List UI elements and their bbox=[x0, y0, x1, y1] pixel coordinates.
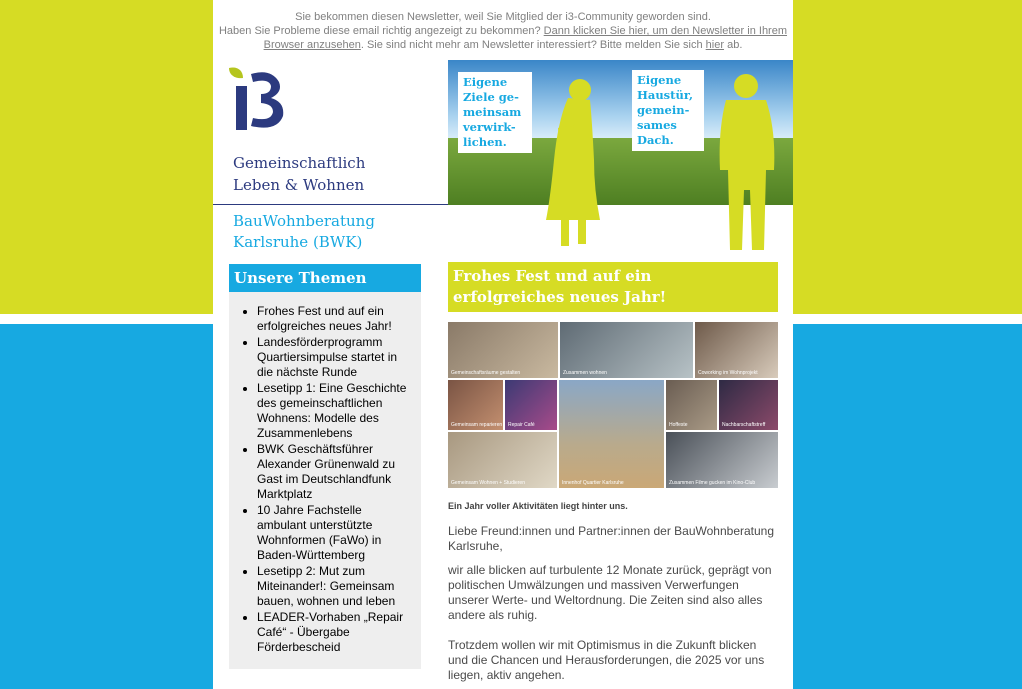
hero-banner bbox=[448, 60, 793, 250]
brand-subtitle: BauWohnberatung Karlsruhe (BWK) bbox=[233, 212, 375, 251]
article-heading: Frohes Fest und auf ein erfolgreiches neues Jahr! bbox=[448, 262, 778, 312]
brand-divider bbox=[213, 204, 448, 205]
theme-item[interactable]: • 10 Jahre Fachstelle ambulant unterstützte Wohnformen (FaWo) in Baden-Württemberg bbox=[257, 503, 411, 563]
man-silhouette bbox=[720, 74, 775, 250]
hero-bubble-right: Eigene Haustür, gemein- sames Dach. bbox=[632, 70, 704, 151]
theme-item[interactable]: • Landesförderprogramm Quartiersimpulse startet in die nächste Runde bbox=[257, 335, 411, 380]
i3-logo-icon[interactable] bbox=[227, 64, 289, 132]
paragraph-2: Trotzdem wollen wir mit Optimismus in die Zukunft blicken und die Chancen und Herausforderungen, die 2025 vor uns liegen, aktiv angehen. bbox=[448, 638, 765, 682]
newsletter-sheet bbox=[213, 0, 793, 689]
unsubscribe-link[interactable]: hier bbox=[705, 39, 725, 51]
collage-photo: Zusammen Filme gucken im Kino-Club bbox=[666, 432, 778, 488]
theme-item[interactable]: • Lesetipp 1: Eine Geschichte des gemeinschaftlichen Wohnens: Modelle des Zusammenlebens bbox=[257, 381, 411, 441]
collage-photo: Innenhof Quartier Karlsruhe bbox=[559, 380, 664, 488]
view-in-browser-link[interactable]: Dann klicken Sie hier, um den Newsletter in Ihrem Browser anzusehen bbox=[263, 25, 788, 51]
collage-photo: Hoffeste bbox=[666, 380, 717, 430]
collage-photo: Repair Café bbox=[505, 380, 557, 430]
collage-photo: Zusammen wohnen bbox=[560, 322, 693, 378]
collage-photo: Coworking im Wohnprojekt bbox=[695, 322, 778, 378]
photo-collage bbox=[448, 322, 778, 488]
collage-caption: Ein Jahr voller Aktivitäten liegt hinter uns. bbox=[448, 501, 628, 511]
preheader-line2: Haben Sie Probleme diese email richtig angezeigt zu bekommen? Dann klicken Sie hier, um den Newsletter in Ihrem Browser anzusehen. Sie sind nicht mehr am Newsletter interessiert? Bitte melden Sie sich hier ab. bbox=[218, 25, 788, 51]
theme-item[interactable]: • BWK Geschäftsführer Alexander Grünenwald zu Gast im Deutschlandfunk Marktplatz bbox=[257, 442, 411, 502]
themes-list bbox=[229, 292, 421, 655]
collage-photo: Gemeinsam Wohnen + Studieren bbox=[448, 432, 557, 488]
collage-photo: Nachbarschaftstreff bbox=[719, 380, 778, 430]
hero-bubble-left: Eigene Ziele ge- meinsam verwirk- lichen. bbox=[458, 72, 532, 153]
collage-photo: Gemeinschaftsräume gestalten bbox=[448, 322, 558, 378]
preheader-line1: Sie bekommen diesen Newsletter, weil Sie Mitglied der i3-Community geworden sind. bbox=[295, 11, 711, 23]
themes-heading: Unsere Themen bbox=[229, 264, 421, 292]
collage-photo: Gemeinsam reparieren bbox=[448, 380, 503, 430]
theme-item[interactable]: • Frohes Fest und auf ein erfolgreiches neues Jahr! bbox=[257, 304, 411, 334]
brand-title: Gemeinschaftlich Leben & Wohnen bbox=[233, 154, 366, 194]
paragraph-1: wir alle blicken auf turbulente 12 Monate zurück, geprägt von politischen Umwälzungen und massiven Verwerfungen unserer Werte- und Weltordnung. Die Zeiten sind also alles andere als ruhig. bbox=[448, 563, 772, 622]
greeting-text: Liebe Freund:innen und Partner:innen der BauWohnberatung Karlsruhe, bbox=[448, 524, 775, 553]
themes-box bbox=[229, 292, 421, 669]
preheader bbox=[213, 10, 793, 52]
theme-item[interactable]: • LEADER-Vorhaben „Repair Café“ - Übergabe Förderbescheid bbox=[257, 610, 411, 655]
theme-item[interactable]: • Lesetipp 2: Mut zum Miteinander!: Gemeinsam bauen, wohnen und leben bbox=[257, 564, 411, 609]
